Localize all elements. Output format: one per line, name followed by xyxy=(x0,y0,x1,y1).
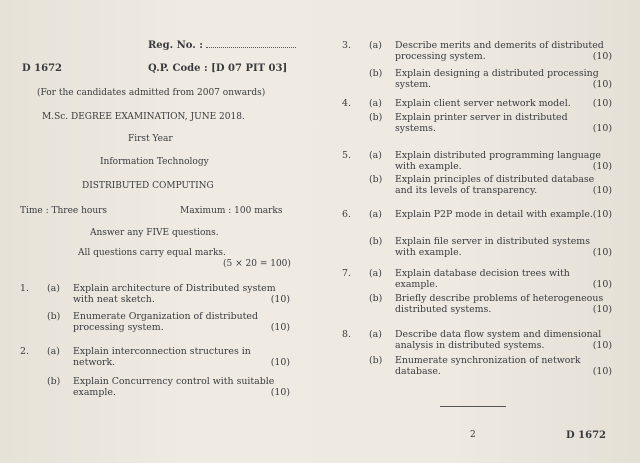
part-label: (b) xyxy=(369,68,383,79)
question-text xyxy=(395,209,610,220)
question-text xyxy=(395,355,610,377)
part-label: (b) xyxy=(369,355,383,366)
part-label: (a) xyxy=(369,40,382,51)
part-label: (a) xyxy=(47,283,60,294)
question-text xyxy=(395,40,610,62)
question-number: 1. xyxy=(20,283,29,294)
question-text xyxy=(73,283,288,305)
question-text-line: Explain file server in distributed systems xyxy=(395,236,591,247)
question-text xyxy=(395,68,610,90)
paper-code: D 1672 xyxy=(22,63,62,74)
part-label: (b) xyxy=(369,236,383,247)
exam-name: M.Sc. DEGREE EXAMINATION, JUNE 2018. xyxy=(42,112,245,122)
question-text-line: Explain designing a distributed processing xyxy=(395,68,599,79)
reg-no-label: Reg. No. : xyxy=(148,38,296,52)
part-label: (a) xyxy=(369,209,382,220)
question-text-line: Describe data flow system and dimensional xyxy=(395,329,602,340)
question-text-line: distributed systems. xyxy=(395,304,492,315)
qp-code: Q.P. Code : [D 07 PIT 03] xyxy=(148,63,288,74)
question-text-line: Explain interconnection structures in xyxy=(73,346,251,357)
question-text-line: network. xyxy=(73,357,116,368)
question-7 xyxy=(342,268,612,338)
candidates-note: (For the candidates admitted from 2007 onwards) xyxy=(37,88,266,98)
paper-title: DISTRIBUTED COMPUTING xyxy=(82,181,214,191)
footer-paper-code: D 1672 xyxy=(566,430,606,441)
question-text-line: with example. xyxy=(395,247,462,258)
question-number: 5. xyxy=(342,150,351,161)
maximum-marks: Maximum : 100 marks xyxy=(180,206,283,216)
question-text-line: and its levels of transparency. xyxy=(395,185,538,196)
instruction-answer: Answer any FIVE questions. xyxy=(90,228,219,238)
question-number: 2. xyxy=(20,346,29,357)
marks-label: (10) xyxy=(592,123,612,134)
question-text-line: systems. xyxy=(395,123,436,134)
part-label: (a) xyxy=(369,329,382,340)
question-text-line: Explain principles of distributed database xyxy=(395,174,595,185)
subject-label: Information Technology xyxy=(100,157,209,167)
marks-label: (10) xyxy=(592,340,612,351)
question-text-line: example. xyxy=(395,279,438,290)
question-text-line: Explain database decision trees with xyxy=(395,268,570,279)
question-text-line: with example. xyxy=(395,161,462,172)
question-text xyxy=(395,174,610,196)
marks-label: (10) xyxy=(592,366,612,377)
part-label: (a) xyxy=(47,346,60,357)
question-text-line: system. xyxy=(395,79,432,90)
end-rule xyxy=(440,406,506,407)
question-text-line: Explain architecture of Distributed system xyxy=(73,283,276,294)
question-number: 3. xyxy=(342,40,351,51)
marks-label: (10) xyxy=(270,357,290,368)
part-label: (b) xyxy=(47,376,61,387)
time-label: Time : Three hours xyxy=(20,206,108,216)
question-text xyxy=(395,112,610,134)
reg-no-blank xyxy=(206,38,296,48)
part-label: (b) xyxy=(369,174,383,185)
question-text-line: Explain Concurrency control with suitable xyxy=(73,376,275,387)
question-text-line: Explain client server network model. xyxy=(395,98,571,109)
question-number: 7. xyxy=(342,268,351,279)
question-text-line: Enumerate Organization of distributed xyxy=(73,311,258,322)
marks-label: (10) xyxy=(592,161,612,172)
question-text-line: Enumerate synchronization of network xyxy=(395,355,581,366)
question-text-line: with neat sketch. xyxy=(73,294,155,305)
part-label: (b) xyxy=(369,112,383,123)
question-text-line: Briefly describe problems of heterogeneous xyxy=(395,293,604,304)
part-label: (a) xyxy=(369,268,382,279)
question-text xyxy=(395,329,610,351)
question-text-line: database. xyxy=(395,366,441,377)
question-text xyxy=(395,98,610,109)
question-text-line: processing system. xyxy=(73,322,164,333)
question-text xyxy=(395,150,610,172)
marks-label: (10) xyxy=(270,294,290,305)
question-text-line: Describe merits and demerits of distributed xyxy=(395,40,604,51)
year-label: First Year xyxy=(128,134,173,144)
question-number: 4. xyxy=(342,98,351,109)
marks-label: (10) xyxy=(592,279,612,290)
question-text xyxy=(395,268,610,290)
instruction-equal-marks: All questions carry equal marks. xyxy=(78,248,226,258)
marks-formula: (5 × 20 = 100) xyxy=(223,259,291,269)
question-text xyxy=(395,236,610,258)
question-text xyxy=(73,311,288,333)
question-number: 8. xyxy=(342,329,351,340)
marks-label: (10) xyxy=(592,209,612,220)
marks-label: (10) xyxy=(592,247,612,258)
marks-label: (10) xyxy=(592,304,612,315)
question-number: 6. xyxy=(342,209,351,220)
question-text xyxy=(73,346,288,368)
question-text-line: example. xyxy=(73,387,116,398)
question-text xyxy=(73,376,288,398)
part-label: (a) xyxy=(369,98,382,109)
part-label: (b) xyxy=(47,311,61,322)
marks-label: (10) xyxy=(592,185,612,196)
marks-label: (10) xyxy=(592,98,612,109)
marks-label: (10) xyxy=(270,322,290,333)
marks-label: (10) xyxy=(592,79,612,90)
question-text xyxy=(395,293,610,315)
question-2 xyxy=(20,346,290,416)
page-number: 2 xyxy=(470,430,476,440)
marks-label: (10) xyxy=(592,51,612,62)
question-text-line: analysis in distributed systems. xyxy=(395,340,545,351)
question-text-line: processing system. xyxy=(395,51,486,62)
marks-label: (10) xyxy=(270,387,290,398)
part-label: (a) xyxy=(369,150,382,161)
question-text-line: Explain P2P mode in detail with example. xyxy=(395,209,593,220)
question-8 xyxy=(342,329,612,399)
question-text-line: Explain printer server in distributed xyxy=(395,112,568,123)
question-text-line: Explain distributed programming language xyxy=(395,150,601,161)
question-1 xyxy=(20,283,290,353)
part-label: (b) xyxy=(369,293,383,304)
